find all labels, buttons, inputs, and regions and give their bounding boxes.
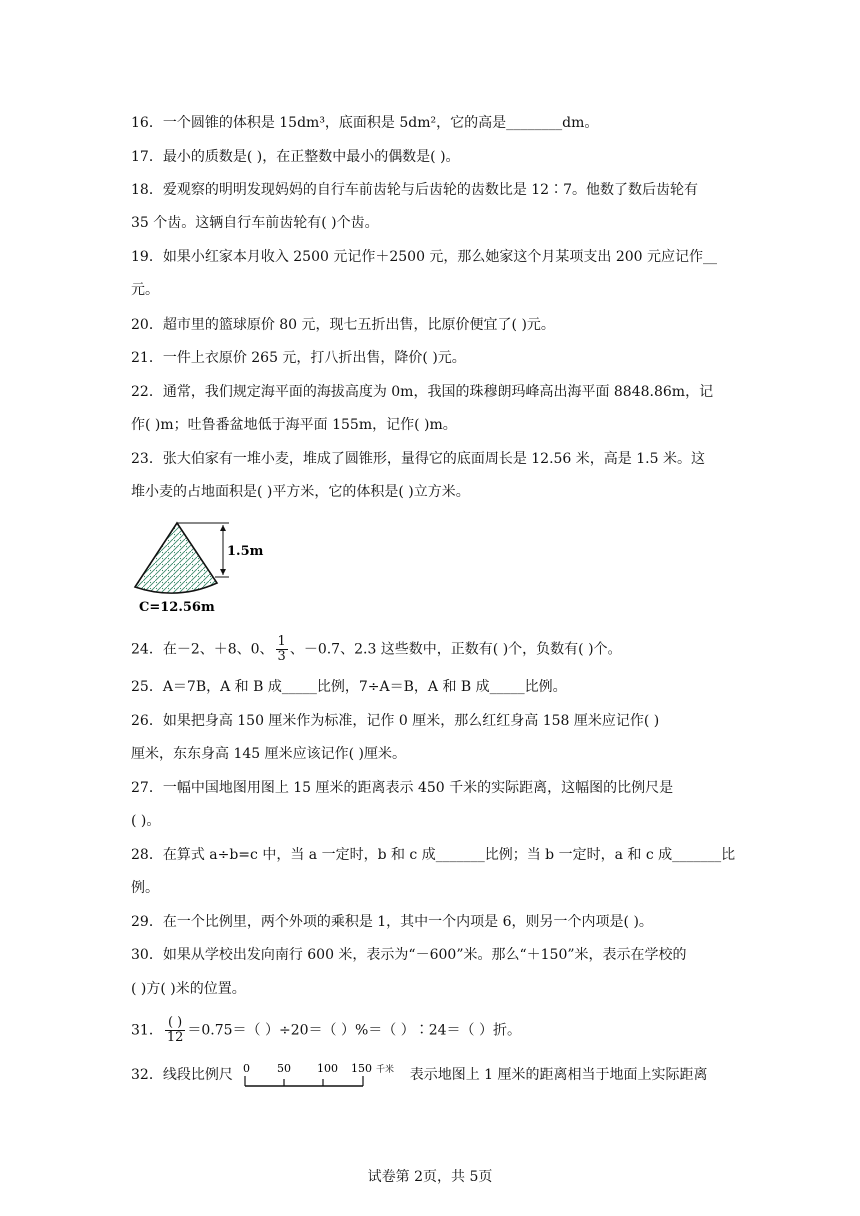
page-footer: 试卷第 2页，共 5页 <box>367 1169 493 1185</box>
question-31-rest: ＝0.75＝（ ）÷20＝（ ）%＝（ ）∶24＝（ ）折。 <box>187 1022 522 1039</box>
question-17: 17．最小的质数是( )，在正整数中最小的偶数是( )。 <box>131 149 460 165</box>
fraction-denominator: 3 <box>277 649 286 664</box>
question-26-line1: 26．如果把身高 150 厘米作为标准，记作 0 厘米，那么红红身高 158 厘米应记作( ) <box>131 713 660 729</box>
question-22-line2: 作( )m；吐鲁番盆地低于海平面 155m，记作( )m。 <box>131 417 457 433</box>
cone-shape <box>135 523 217 593</box>
scale-bar <box>241 1062 401 1088</box>
question-23-line2: 堆小麦的占地面积是( )平方米，它的体积是( )立方米。 <box>131 484 470 500</box>
scale-tick-label: 150 <box>351 1062 373 1075</box>
fraction-numerator: ( ) <box>165 1016 186 1031</box>
cone-figure <box>131 515 281 620</box>
fraction-numerator: 1 <box>277 634 286 649</box>
question-19-line1: 19．如果小红家本月收入 2500 元记作＋2500 元，那么她家这个月某项支出 200 元应记作__ <box>131 249 718 265</box>
question-31-fraction <box>165 1016 186 1045</box>
question-25: 25．A＝7B，A 和 B 成_____比例，7÷A＝B，A 和 B 成_____比例。 <box>131 679 567 695</box>
question-29: 29．在一个比例里，两个外项的乘积是 1，其中一个内项是 6，则另一个内项是( )。 <box>131 914 653 930</box>
question-31 <box>131 1016 521 1045</box>
fraction-denominator: 12 <box>166 1030 184 1045</box>
question-27-line2: ( )。 <box>131 813 161 829</box>
question-24-fraction <box>276 635 288 664</box>
scale-tick-label: 100 <box>317 1062 339 1075</box>
question-18-line2: 35 个齿。这辆自行车前齿轮有( )个齿。 <box>131 215 379 231</box>
question-24-text-before: 24．在－2、＋8、0、 <box>131 641 274 658</box>
question-31-prefix: 31． <box>131 1022 163 1039</box>
question-23-line1: 23．张大伯家有一堆小麦，堆成了圆锥形，量得它的底面周长是 12.56 米，高是 1.5 米。这 <box>131 451 705 467</box>
question-27-line1: 27．一幅中国地图用图上 15 厘米的距离表示 450 千米的实际距离，这幅图的比例尺是 <box>131 780 674 796</box>
scale-unit-label: 千米 <box>376 1065 395 1075</box>
question-28-line2: 例。 <box>131 880 159 896</box>
question-19-line2: 元。 <box>131 282 159 298</box>
question-32 <box>131 1062 708 1088</box>
question-32-prefix: 32．线段比例尺 <box>131 1067 233 1083</box>
question-30-line2: ( )方( )米的位置。 <box>131 981 246 997</box>
question-24 <box>131 635 622 664</box>
question-26-line2: 厘米，东东身高 145 厘米应该记作( )厘米。 <box>131 746 406 762</box>
cone-height-label: 1.5m <box>227 544 264 559</box>
question-20: 20．超市里的篮球原价 80 元，现七五折出售，比原价便宜了( )元。 <box>131 317 555 333</box>
question-24-text-after: 、－0.7、2.3 这些数中，正数有( )个，负数有( )个。 <box>289 641 622 658</box>
scale-tick-label: 0 <box>243 1062 251 1075</box>
question-16: 16．一个圆锥的体积是 15dm³，底面积是 5dm²，它的高是________dm。 <box>131 115 599 131</box>
question-32-rest: 表示地图上 1 厘米的距离相当于地面上实际距离 <box>409 1067 708 1083</box>
cone-circumference-label: C=12.56m <box>139 600 215 615</box>
question-18-line1: 18．爱观察的明明发现妈妈的自行车前齿轮与后齿轮的齿数比是 12∶7。他数了数后齿轮有 <box>131 182 698 198</box>
question-30-line1: 30．如果从学校出发向南行 600 米，表示为“－600”米。那么“＋150”米，表示在学校的 <box>131 947 687 963</box>
question-22-line1: 22．通常，我们规定海平面的海拔高度为 0m，我国的珠穆朗玛峰高出海平面 8848.86m，记 <box>131 384 714 400</box>
question-28-line1: 28．在算式 a÷b=c 中，当 a 一定时，b 和 c 成_______比例；当 b 一定时，a 和 c 成_______比 <box>131 847 736 863</box>
scale-tick-label: 50 <box>277 1062 292 1075</box>
question-21: 21．一件上衣原价 265 元，打八折出售，降价( )元。 <box>131 350 466 366</box>
